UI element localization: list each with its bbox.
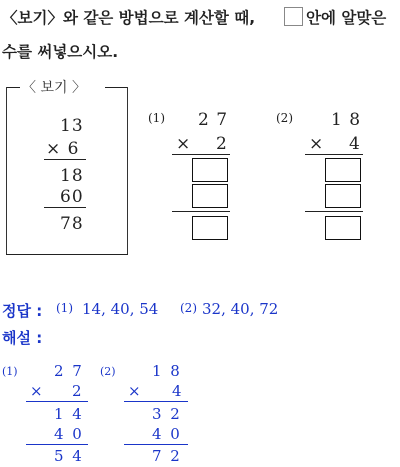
example-result: 78	[60, 214, 84, 234]
solution-2-result: 7 2	[152, 447, 182, 465]
problem-1-times: ×	[176, 134, 192, 154]
problem-1-blank-result[interactable]	[192, 216, 228, 240]
example-title: 〈 보기 〉	[22, 80, 86, 96]
solution-2-partial-2: 4 0	[152, 425, 182, 443]
problem-2-times: ×	[309, 134, 325, 154]
answer-title: 정답 :	[2, 302, 43, 320]
solution-1-partial-2: 4 0	[54, 425, 84, 443]
inline-blank-box	[284, 7, 303, 26]
problem-1-top: 2 7	[198, 110, 229, 130]
solution-1-top: 2 7	[54, 362, 84, 380]
problem-2-blank-1[interactable]	[325, 158, 361, 182]
example-operand-a: 13	[60, 116, 84, 136]
solution-1-label: (1)	[2, 365, 18, 378]
question-line1-part1: 〈보기〉와 같은 방법으로 계산할 때,	[2, 9, 256, 27]
problem-2-blank-result[interactable]	[325, 216, 361, 240]
problem-1-blank-1[interactable]	[192, 158, 228, 182]
question-line2: 수를 써넣으시오.	[2, 43, 119, 61]
solution-2-top: 1 8	[152, 362, 182, 380]
problem-2-blank-2[interactable]	[325, 184, 361, 208]
explanation-title: 해설 :	[2, 329, 43, 347]
problem-2-factor: 4	[349, 134, 361, 154]
solution-2-label: (2)	[100, 365, 116, 378]
answer-label-2: (2)	[180, 301, 197, 315]
solution-2-factor: 4	[172, 382, 184, 400]
problem-2-label: (2)	[276, 111, 293, 125]
problem-1-blank-2[interactable]	[192, 184, 228, 208]
solution-1-partial-1: 1 4	[54, 405, 84, 423]
problem-1-factor: 2	[216, 134, 228, 154]
answer-label-1: (1)	[56, 301, 73, 315]
example-partial-2: 60	[60, 187, 84, 207]
example-operand-b: × 6	[46, 139, 80, 159]
problem-2-top: 1 8	[331, 110, 362, 130]
answer-values-2: 32, 40, 72	[202, 300, 279, 318]
problem-1-label: (1)	[148, 111, 165, 125]
example-partial-1: 18	[60, 166, 84, 186]
answer-values-1: 14, 40, 54	[82, 300, 159, 318]
solution-2-times: ×	[128, 382, 143, 400]
solution-1-result: 5 4	[54, 447, 84, 465]
solution-1-times: ×	[30, 382, 45, 400]
solution-1-factor: 2	[72, 382, 84, 400]
solution-2-partial-1: 3 2	[152, 405, 182, 423]
question-line1-part2: 안에 알맞은	[306, 9, 387, 27]
